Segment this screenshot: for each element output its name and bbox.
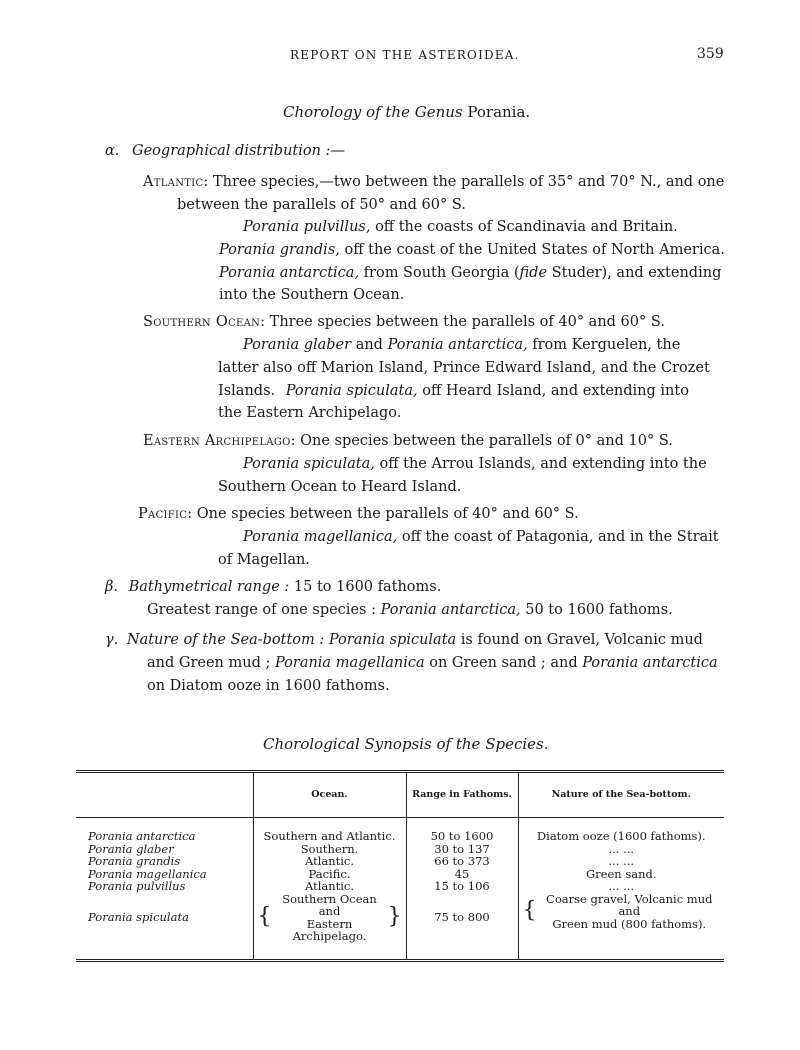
beta-greatest: [147, 599, 673, 622]
atlantic-antarctica-text-a: from South Georgia (: [363, 265, 520, 281]
range-header: Range in Fathoms.: [406, 772, 518, 818]
atlantic-line-2: between the parallels of 50° and 60° S.: [177, 197, 466, 213]
bottom-cell: Green sand.: [518, 868, 724, 881]
table-row: [76, 855, 724, 868]
pacific-name: Pacific: [138, 506, 188, 522]
bottom-cell: ... ...: [518, 843, 724, 856]
ocean-header: Ocean.: [253, 772, 406, 818]
synopsis-title: Chorological Synopsis of the Species.: [263, 735, 549, 753]
species-name: Porania spiculata: [328, 632, 457, 648]
alpha-heading: [105, 140, 345, 163]
species-cell: Porania spiculata: [88, 910, 189, 925]
eastern-text-2: off the Arrou Islands, and extending into the: [379, 456, 707, 472]
ocean-cell-line: Southern Ocean and: [282, 891, 377, 918]
gamma-label: γ.: [105, 632, 119, 648]
eastern-line-1: [143, 430, 673, 453]
species-cell: Porania antarctica: [88, 829, 196, 843]
bottom-cell-line: Coarse gravel, Volcanic mud and: [546, 891, 713, 918]
bottom-cell: [518, 893, 724, 943]
species-cell: Porania grandis: [88, 854, 181, 868]
species-name: Porania magellanica,: [243, 529, 398, 545]
bottom-cell: Diatom ooze (1600 fathoms).: [518, 830, 724, 843]
ocean-cell: Atlantic.: [253, 880, 406, 893]
range-cell: 66 to 373: [406, 855, 518, 868]
species-name: Porania antarctica: [582, 655, 718, 671]
beta-range: 15 to 1600 fathoms.: [293, 579, 442, 595]
gamma-text-1: is found on Gravel, Volcanic mud: [460, 632, 703, 648]
southern-text-2: from Kerguelen, the: [532, 337, 681, 353]
ocean-cell: Pacific.: [253, 868, 406, 881]
pacific-line-3: of Magellan.: [218, 552, 310, 568]
species-name: Porania grandis,: [219, 242, 340, 258]
atlantic-line-1: [143, 171, 724, 194]
left-brace-icon: {: [257, 904, 272, 930]
gamma-heading: Nature of the Sea-bottom :: [126, 632, 325, 648]
gamma-text-2: and Green mud ;: [147, 655, 271, 671]
section-title: [283, 103, 530, 121]
atlantic-antarctica: [219, 262, 721, 285]
beta-label: β.: [105, 579, 118, 595]
species-name: Porania antarctica,: [219, 265, 360, 281]
eastern-name: Eastern Archipelago: [143, 433, 291, 449]
ocean-cell: Southern.: [253, 843, 406, 856]
atlantic-antarctica-text-b: Studer), and extending: [551, 265, 722, 281]
running-head: REPORT ON THE ASTEROIDEA.: [290, 48, 520, 62]
atlantic-antarctica-line-2: into the Southern Ocean.: [219, 287, 405, 303]
southern-text-4a: Islands.: [218, 383, 276, 399]
species-name: Porania spiculata,: [243, 456, 375, 472]
southern-line-2: [243, 334, 680, 357]
beta-greatest-value: 50 to 1600 fathoms.: [525, 602, 673, 618]
section-title-genus: Porania.: [467, 103, 531, 121]
conjunction: and: [355, 337, 383, 353]
synopsis-table: [76, 770, 724, 962]
ocean-cell-line: Eastern Archipelago.: [292, 916, 367, 943]
alpha-label: α.: [105, 143, 120, 159]
eastern-text-1: : One species between the parallels of 0° and 10° S.: [290, 433, 673, 449]
range-cell: 30 to 137: [406, 843, 518, 856]
species-header: [76, 772, 253, 818]
range-cell: 50 to 1600: [406, 830, 518, 843]
bottom-header: Nature of the Sea-bottom.: [518, 772, 724, 818]
southern-name: Southern Ocean: [143, 314, 261, 330]
species-cell: Porania glaber: [88, 841, 174, 856]
pacific-text-1: : One species between the parallels of 40° and 60° S.: [187, 506, 579, 522]
alpha-heading-text: Geographical distribution :—: [132, 143, 345, 159]
species-name: Porania antarctica,: [380, 602, 521, 618]
atlantic-grandis-text: off the coast of the United States of North America.: [344, 242, 725, 258]
ocean-cell: Atlantic.: [253, 855, 406, 868]
table-row: [76, 830, 724, 843]
southern-text-1: : Three species between the parallels of 40° and 60° S.: [260, 314, 665, 330]
section-title-italic: Chorology of the Genus: [283, 103, 463, 121]
range-cell: 75 to 800: [406, 893, 518, 943]
southern-text-4b: off Heard Island, and extending into: [422, 383, 689, 399]
page-number: 359: [697, 46, 724, 62]
species-name: Porania antarctica,: [387, 337, 528, 353]
table-row: [76, 893, 724, 943]
species-name: Porania magellanica: [274, 655, 425, 671]
beta-heading-text: Bathymetrical range :: [128, 579, 290, 595]
southern-line-3: latter also off Marion Island, Prince Edward Island, and the Crozet: [218, 360, 710, 376]
eastern-line-3: Southern Ocean to Heard Island.: [218, 479, 462, 495]
gamma-line-1: [105, 629, 703, 652]
species-name: Porania pulvillus,: [243, 219, 371, 235]
eastern-line-2: [243, 453, 707, 476]
species-name: Porania glaber: [243, 337, 352, 353]
gamma-text-3: on Green sand ; and: [429, 655, 578, 671]
atlantic-text-1: : Three species,—two between the parallels of 35° and 70° N., and one: [203, 174, 725, 190]
southern-line-5: the Eastern Archipelago.: [218, 405, 402, 421]
bottom-cell: ... ...: [518, 880, 724, 893]
range-cell: 45: [406, 868, 518, 881]
fide: fide: [519, 265, 548, 281]
ocean-cell: Southern and Atlantic.: [253, 830, 406, 843]
gamma-line-2: [147, 652, 718, 675]
table-row: [76, 880, 724, 893]
species-cell: Porania magellanica: [88, 866, 207, 881]
range-cell: 15 to 106: [406, 880, 518, 893]
species-name: Porania spiculata,: [285, 383, 418, 399]
ocean-cell: [253, 893, 406, 943]
table-header-row: [76, 772, 724, 818]
beta-heading: [105, 576, 441, 599]
pacific-line-1: [138, 503, 579, 526]
right-brace-icon: }: [387, 904, 402, 930]
atlantic-pulvillus: [243, 216, 678, 239]
bottom-cell: ... ...: [518, 855, 724, 868]
pacific-line-2: [243, 526, 719, 549]
bottom-cell-line: Green mud (800 fathoms).: [552, 916, 707, 931]
southern-line-1: [143, 311, 665, 334]
atlantic-name: Atlantic: [143, 174, 204, 190]
pacific-text-2: off the coast of Patagonia, and in the Strait: [401, 529, 719, 545]
species-cell: Porania pulvillus: [88, 879, 186, 893]
beta-greatest-label: Greatest range of one species :: [147, 602, 376, 618]
left-brace-icon: {: [522, 898, 537, 923]
gamma-line-3: on Diatom ooze in 1600 fathoms.: [147, 678, 390, 694]
atlantic-grandis: [219, 239, 725, 262]
atlantic-pulvillus-text: off the coasts of Scandinavia and Britain.: [375, 219, 678, 235]
southern-line-4: [218, 380, 689, 403]
